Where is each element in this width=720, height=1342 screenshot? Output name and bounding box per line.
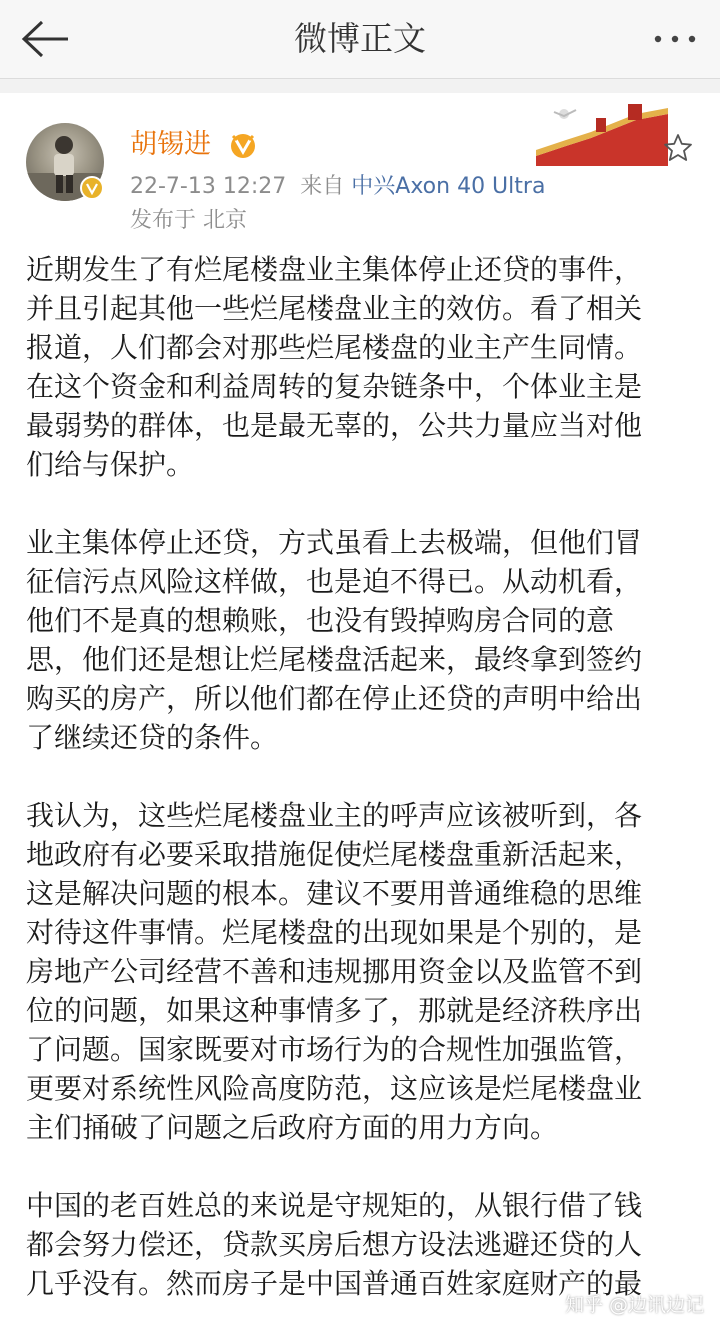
author-name[interactable]: 胡锡进: [130, 129, 211, 160]
source-device-link[interactable]: 中兴Axon 40 Ultra: [351, 174, 546, 199]
post-paragraph: 我认为，这些烂尾楼盘业主的呼声应该被听到，各 地政府有必要采取措施促使烂尾楼盘重新活起来， 这是解决问题的根本。建议不要用普通维稳的思维 对待这件事情。烂尾楼盘的出现如果是个别的，是 房地产公司经营不善和违规挪用资金以及监管不到 位的问题，如果这种事情多了，那就是经济秩序出 了问题。国家既要对市场行为的合规性加强监管， 更要对系统性风险高度防范，这应该是烂尾楼盘业 主们捅破了问题之后政府方面的用力方向。: [26, 799, 643, 1144]
post-location: 发布于 北京: [130, 208, 247, 233]
top-navigation-bar: [0, 0, 720, 79]
separator: [0, 79, 720, 93]
verified-badge-icon: [80, 176, 104, 200]
post-paragraph: 业主集体停止还贷，方式虽看上去极端，但他们冒 征信污点风险这样做，也是迫不得已。从动机看， 他们不是真的想赖账，也没有毁掉购房合同的意 思，他们还是想让烂尾楼盘活起来，最终拿到签约 购买的房产，所以他们都在停止还贷的声明中给出 了继续还贷的条件。: [26, 526, 643, 754]
post-meta: [130, 172, 545, 202]
page-title: 微博正文: [294, 19, 426, 58]
more-dots-icon[interactable]: [650, 22, 700, 56]
watermark: 知乎 @边讯边记: [564, 1294, 704, 1316]
post-time: 22-7-13 12:27: [130, 174, 287, 199]
from-label: 来自: [300, 174, 345, 199]
post-content: [26, 250, 698, 1342]
vip-badge-icon[interactable]: [228, 130, 258, 160]
post-paragraph: 近期发生了有烂尾楼盘业主集体停止还贷的事件， 并且引起其他一些烂尾楼盘业主的效仿。看了相关 报道，人们都会对那些烂尾楼盘的业主产生同情。 在这个资金和利益周转的复杂链条中，个体业主是 最弱势的群体，也是最无辜的，公共力量应当对他 们给与保护。: [26, 253, 643, 481]
post-paragraph: 中国的老百姓总的来说是守规矩的，从银行借了钱 都会努力偿还，贷款买房后想方设法逃避还贷的人 几乎没有。然而房子是中国普通百姓家庭财产的最: [26, 1189, 643, 1300]
favorite-star-icon[interactable]: [662, 132, 694, 164]
great-wall-decoration-icon: [536, 100, 668, 166]
